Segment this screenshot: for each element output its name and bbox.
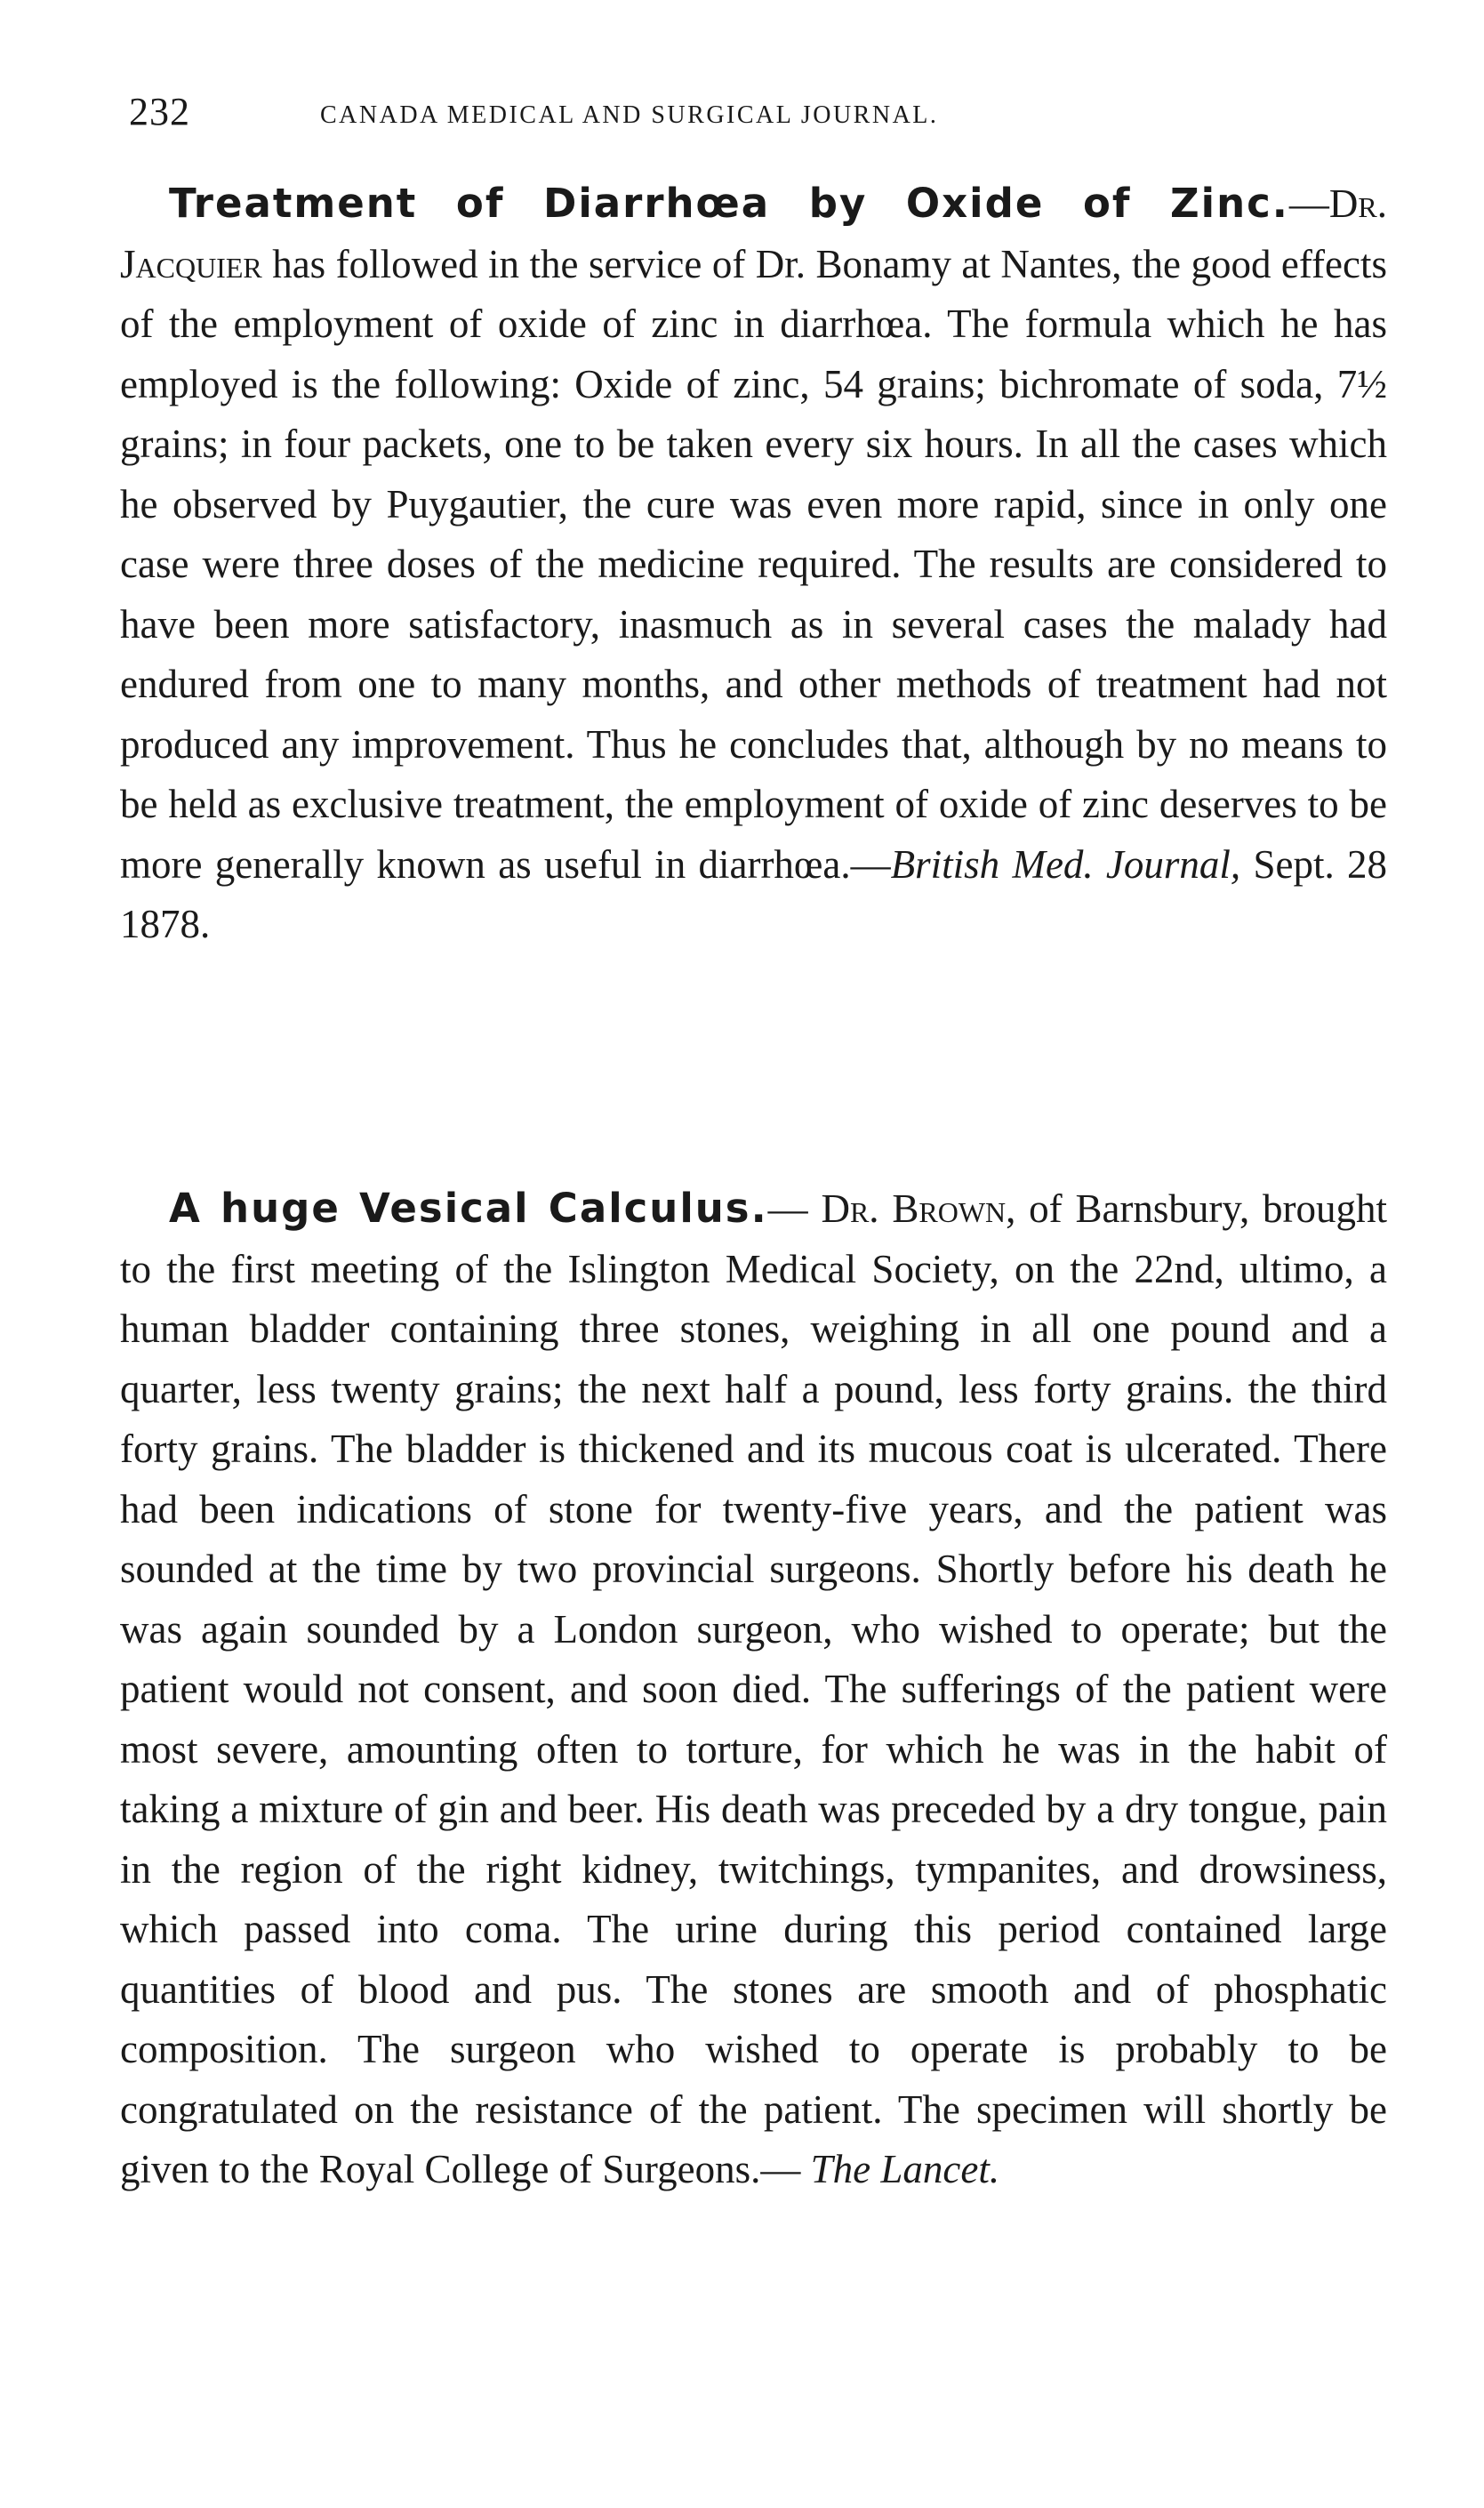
heading-dash: — [1288,181,1329,226]
article-body: has followed in the service of Dr. Bonamy at Nantes, the good effects of the employment of oxide of zinc in diarrhœa. The formula which he has employed is the following: Oxide of zinc, 54 grains; bichromate of soda, 7½ grains; in four packets, one to be taken every six hours. In all the cases which he observed by Puygautier, the cure was even more rapid, since in only one case were three doses of the medicine required. The results are considered to have been more satisfactory, inasmuch as in several cases the malady had endured from one to many months, and other methods of treatment had not produced any improvement. Thus he concludes that, although by no means to be held as exclusive treatment, the employment of oxide of zinc deserves to be more generally known as useful in diarrhœa.— [120,241,1387,887]
article-source: British Med. Journal, [890,841,1241,887]
journal-title: CANADA MEDICAL AND SURGICAL JOURNAL. [320,101,939,129]
article-paragraph [120,173,1387,955]
article-paragraph [120,1178,1387,2200]
article-source: The Lancet. [810,2147,1000,2191]
article-body: , of Barnsbury, brought to the first meeting of the Islington Medical Society, on the 22nd, ultimo, a human bladder containing three stones, weighing in all one pound and a quarter, less twenty grains; the next half a pound, less forty grains. the third forty grains. The bladder is thickened and its mucous coat is ulcerated. There had been indications of stone for twenty-five years, and the patient was sounded at the time by two provincial surgeons. Shortly before his death he was again sounded by a London surgeon, who wished to operate; but the patient would not consent, and soon died. The sufferings of the patient were most severe, amounting often to torture, for which he was in the habit of taking a mixture of gin and beer. His death was preceded by a dry tongue, pain in the region of the right kidney, twitchings, tympanites, and drowsiness, which passed into coma. The urine during this period contained large quantities of blood and pus. The stones are smooth and of phosphatic composition. The surgeon who wished to operate is probably to be congratulated on the resistance of the patient. The specimen will shortly be given to the Royal College of Surgeons.— [120,1186,1388,2191]
article-vesical-calculus [120,1178,1387,2200]
page-number: 232 [129,90,190,133]
article-author: Dr. Brown [821,1186,1007,1231]
article-heading: A huge Vesical Calculus. [169,1185,768,1232]
running-head [120,89,1383,142]
article-zinc-oxide-diarrhoea [120,173,1387,955]
article-heading: Treatment of Diarrhœa by Oxide of Zinc. [169,180,1289,227]
heading-dash: — [767,1186,822,1231]
article-date: Sept. 28 1878. [120,841,1387,946]
article-author: Dr. Jacquier [120,181,1387,286]
